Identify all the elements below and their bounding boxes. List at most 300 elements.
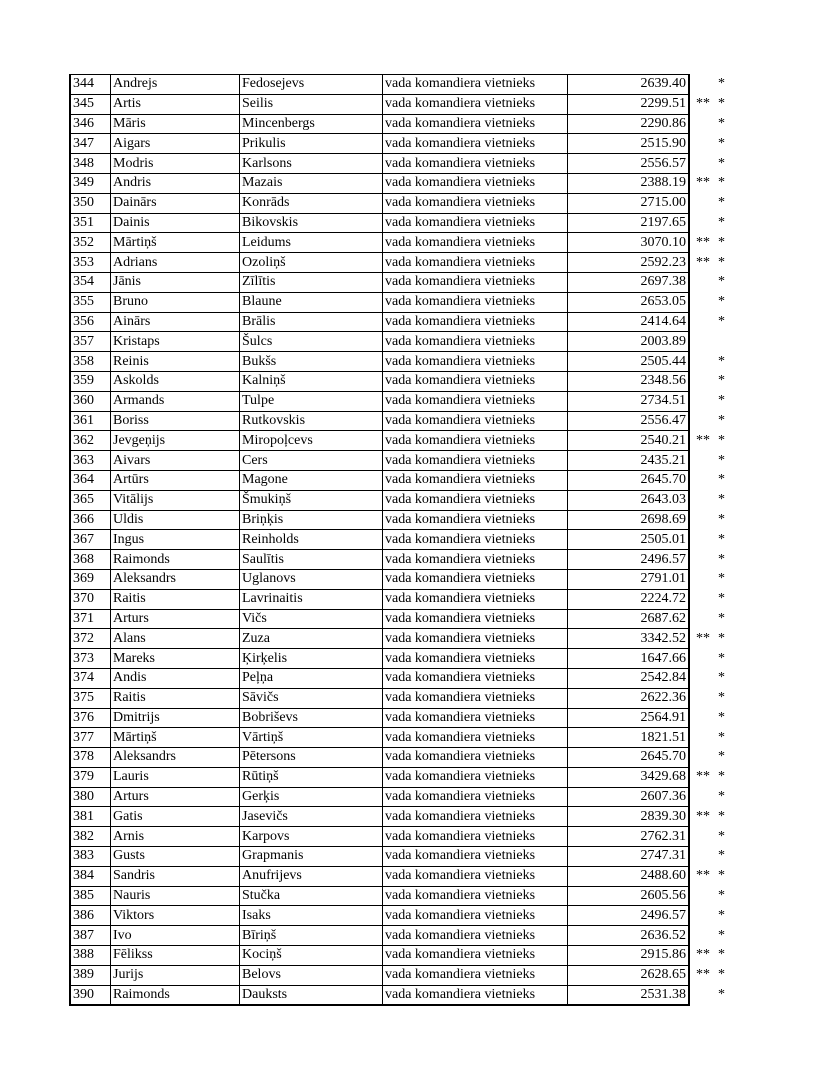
row-number-cell: 375 [70, 688, 111, 708]
first-name-cell: Ivo [111, 926, 240, 946]
row-number-cell: 382 [70, 827, 111, 847]
table-row [70, 728, 727, 748]
asterisk-mark: * [718, 313, 725, 329]
salary-cell: 2605.56 [568, 886, 690, 906]
double-asterisk-mark [689, 312, 711, 332]
first-name-cell: Gusts [111, 847, 240, 867]
double-asterisk-mark: ** [696, 808, 710, 824]
first-name-cell: Askolds [111, 371, 240, 391]
first-name-cell: Arturs [111, 609, 240, 629]
double-asterisk-mark [689, 371, 711, 391]
table-row [70, 352, 727, 372]
first-name-cell: Andrejs [111, 75, 240, 95]
double-asterisk-mark [689, 589, 711, 609]
row-number-cell: 349 [70, 173, 111, 193]
double-asterisk-mark [689, 352, 711, 372]
salary-cell: 2290.86 [568, 114, 690, 134]
double-asterisk-mark [689, 490, 711, 510]
asterisk-mark: * [718, 927, 725, 943]
first-name-cell: Arturs [111, 787, 240, 807]
table-row [70, 312, 727, 332]
salary-cell: 2697.38 [568, 272, 690, 292]
row-number-cell: 383 [70, 847, 111, 867]
last-name-cell: Anufrijevs [240, 866, 383, 886]
double-asterisk-mark: ** [696, 947, 710, 963]
double-asterisk-mark [689, 470, 711, 490]
position-cell: vada komandiera vietnieks [383, 629, 568, 649]
salary-cell: 2515.90 [568, 134, 690, 154]
row-number-cell: 366 [70, 510, 111, 530]
table-row [70, 847, 727, 867]
row-number-cell: 376 [70, 708, 111, 728]
row-number-cell: 356 [70, 312, 111, 332]
first-name-cell: Viktors [111, 906, 240, 926]
salary-cell: 1821.51 [568, 728, 690, 748]
last-name-cell: Vārtiņš [240, 728, 383, 748]
salary-cell: 2348.56 [568, 371, 690, 391]
salary-cell: 2645.70 [568, 748, 690, 768]
first-name-cell: Mārtiņš [111, 233, 240, 253]
position-cell: vada komandiera vietnieks [383, 589, 568, 609]
table-row [70, 94, 727, 114]
first-name-cell: Bruno [111, 292, 240, 312]
row-number-cell: 386 [70, 906, 111, 926]
table-row [70, 510, 727, 530]
row-number-cell: 345 [70, 94, 111, 114]
position-cell: vada komandiera vietnieks [383, 470, 568, 490]
table-row [70, 886, 727, 906]
double-asterisk-mark [689, 134, 711, 154]
double-asterisk-mark: ** [696, 254, 710, 270]
double-asterisk-mark: ** [696, 868, 710, 884]
position-cell: vada komandiera vietnieks [383, 569, 568, 589]
employee-table-body [70, 75, 727, 1006]
row-number-cell: 364 [70, 470, 111, 490]
first-name-cell: Ainārs [111, 312, 240, 332]
last-name-cell: Vičs [240, 609, 383, 629]
row-number-cell: 385 [70, 886, 111, 906]
position-cell: vada komandiera vietnieks [383, 272, 568, 292]
table-row [70, 708, 727, 728]
table-row [70, 332, 727, 352]
asterisk-mark: * [718, 749, 725, 765]
asterisk-mark: * [718, 432, 725, 448]
double-asterisk-mark: ** [696, 967, 710, 983]
table-row [70, 629, 727, 649]
asterisk-mark: * [718, 868, 725, 884]
asterisk-mark: * [718, 531, 725, 547]
first-name-cell: Aleksandrs [111, 748, 240, 768]
position-cell: vada komandiera vietnieks [383, 173, 568, 193]
asterisk-mark: * [718, 591, 725, 607]
last-name-cell: Miropoļcevs [240, 431, 383, 451]
asterisk-mark: * [718, 195, 725, 211]
position-cell: vada komandiera vietnieks [383, 94, 568, 114]
row-number-cell: 378 [70, 748, 111, 768]
double-asterisk-mark [689, 193, 711, 213]
salary-cell: 2224.72 [568, 589, 690, 609]
first-name-cell: Adrians [111, 253, 240, 273]
salary-cell: 2653.05 [568, 292, 690, 312]
position-cell: vada komandiera vietnieks [383, 114, 568, 134]
first-name-cell: Alans [111, 629, 240, 649]
last-name-cell: Jasevičs [240, 807, 383, 827]
asterisk-mark: * [718, 492, 725, 508]
position-cell: vada komandiera vietnieks [383, 312, 568, 332]
double-asterisk-mark: ** [696, 432, 710, 448]
asterisk-mark: * [718, 353, 725, 369]
first-name-cell: Artūrs [111, 470, 240, 490]
position-cell: vada komandiera vietnieks [383, 728, 568, 748]
row-number-cell: 370 [70, 589, 111, 609]
salary-cell: 2505.01 [568, 530, 690, 550]
first-name-cell: Andis [111, 668, 240, 688]
row-number-cell: 360 [70, 391, 111, 411]
last-name-cell: Kalniņš [240, 371, 383, 391]
double-asterisk-mark [689, 550, 711, 570]
first-name-cell: Sandris [111, 866, 240, 886]
table-row [70, 233, 727, 253]
first-name-cell: Aleksandrs [111, 569, 240, 589]
salary-cell: 2839.30 [568, 807, 690, 827]
last-name-cell: Bobriševs [240, 708, 383, 728]
double-asterisk-mark [689, 272, 711, 292]
table-row [70, 569, 727, 589]
last-name-cell: Šmukiņš [240, 490, 383, 510]
position-cell: vada komandiera vietnieks [383, 75, 568, 95]
row-number-cell: 381 [70, 807, 111, 827]
table-row [70, 926, 727, 946]
table-row [70, 173, 727, 193]
asterisk-mark: * [718, 670, 725, 686]
table-row [70, 668, 727, 688]
first-name-cell: Dainārs [111, 193, 240, 213]
first-name-cell: Aigars [111, 134, 240, 154]
salary-cell: 2607.36 [568, 787, 690, 807]
double-asterisk-mark: ** [696, 630, 710, 646]
double-asterisk-mark: ** [696, 96, 710, 112]
first-name-cell: Jānis [111, 272, 240, 292]
first-name-cell: Reinis [111, 352, 240, 372]
table-row [70, 451, 727, 471]
row-number-cell: 390 [70, 985, 111, 1005]
double-asterisk-mark [689, 569, 711, 589]
double-asterisk-mark [689, 510, 711, 530]
table-row [70, 866, 727, 886]
row-number-cell: 352 [70, 233, 111, 253]
position-cell: vada komandiera vietnieks [383, 906, 568, 926]
last-name-cell: Blaune [240, 292, 383, 312]
position-cell: vada komandiera vietnieks [383, 767, 568, 787]
salary-cell: 2414.64 [568, 312, 690, 332]
asterisk-mark: * [718, 76, 725, 92]
table-row [70, 530, 727, 550]
salary-cell: 2622.36 [568, 688, 690, 708]
position-cell: vada komandiera vietnieks [383, 649, 568, 669]
double-asterisk-mark [689, 75, 711, 95]
double-asterisk-mark [689, 985, 711, 1005]
table-row [70, 550, 727, 570]
double-asterisk-mark [689, 530, 711, 550]
last-name-cell: Magone [240, 470, 383, 490]
double-asterisk-mark [689, 609, 711, 629]
salary-cell: 2628.65 [568, 965, 690, 985]
table-row [70, 253, 727, 273]
salary-cell: 2496.57 [568, 550, 690, 570]
position-cell: vada komandiera vietnieks [383, 134, 568, 154]
asterisk-mark: * [718, 808, 725, 824]
salary-cell: 1647.66 [568, 649, 690, 669]
first-name-cell: Dmitrijs [111, 708, 240, 728]
salary-cell: 2197.65 [568, 213, 690, 233]
last-name-cell: Šulcs [240, 332, 383, 352]
salary-cell: 2003.89 [568, 332, 690, 352]
salary-cell: 2639.40 [568, 75, 690, 95]
row-number-cell: 361 [70, 411, 111, 431]
position-cell: vada komandiera vietnieks [383, 510, 568, 530]
double-asterisk-mark: ** [696, 175, 710, 191]
first-name-cell: Ingus [111, 530, 240, 550]
salary-cell: 3342.52 [568, 629, 690, 649]
last-name-cell: Gerķis [240, 787, 383, 807]
row-number-cell: 374 [70, 668, 111, 688]
asterisk-mark: * [718, 769, 725, 785]
position-cell: vada komandiera vietnieks [383, 451, 568, 471]
last-name-cell: Prikulis [240, 134, 383, 154]
salary-cell: 2643.03 [568, 490, 690, 510]
salary-cell: 2556.47 [568, 411, 690, 431]
last-name-cell: Belovs [240, 965, 383, 985]
table-row [70, 589, 727, 609]
salary-cell: 2531.38 [568, 985, 690, 1005]
position-cell: vada komandiera vietnieks [383, 253, 568, 273]
first-name-cell: Gatis [111, 807, 240, 827]
table-row [70, 371, 727, 391]
first-name-cell: Jurijs [111, 965, 240, 985]
last-name-cell: Zuza [240, 629, 383, 649]
last-name-cell: Mincenbergs [240, 114, 383, 134]
first-name-cell: Uldis [111, 510, 240, 530]
salary-cell: 2556.57 [568, 154, 690, 174]
position-cell: vada komandiera vietnieks [383, 530, 568, 550]
last-name-cell: Lavrinaitis [240, 589, 383, 609]
first-name-cell: Jevgeņijs [111, 431, 240, 451]
salary-cell: 2564.91 [568, 708, 690, 728]
position-cell: vada komandiera vietnieks [383, 352, 568, 372]
last-name-cell: Rutkovskis [240, 411, 383, 431]
first-name-cell: Andris [111, 173, 240, 193]
last-name-cell: Rūtiņš [240, 767, 383, 787]
last-name-cell: Stučka [240, 886, 383, 906]
first-name-cell: Lauris [111, 767, 240, 787]
position-cell: vada komandiera vietnieks [383, 371, 568, 391]
salary-cell: 3070.10 [568, 233, 690, 253]
asterisk-mark: * [718, 907, 725, 923]
salary-cell: 2791.01 [568, 569, 690, 589]
first-name-cell: Boriss [111, 411, 240, 431]
last-name-cell: Fedosejevs [240, 75, 383, 95]
table-row [70, 134, 727, 154]
table-row [70, 114, 727, 134]
last-name-cell: Uglanovs [240, 569, 383, 589]
asterisk-mark: * [718, 848, 725, 864]
table-row [70, 787, 727, 807]
salary-cell: 2540.21 [568, 431, 690, 451]
double-asterisk-mark [689, 748, 711, 768]
first-name-cell: Modris [111, 154, 240, 174]
table-row [70, 411, 727, 431]
last-name-cell: Karlsons [240, 154, 383, 174]
asterisk-mark: * [718, 967, 725, 983]
table-row [70, 946, 727, 966]
last-name-cell: Bīriņš [240, 926, 383, 946]
salary-cell: 2762.31 [568, 827, 690, 847]
position-cell: vada komandiera vietnieks [383, 609, 568, 629]
table-row [70, 649, 727, 669]
position-cell: vada komandiera vietnieks [383, 946, 568, 966]
position-cell: vada komandiera vietnieks [383, 332, 568, 352]
asterisk-mark [711, 332, 727, 352]
row-number-cell: 373 [70, 649, 111, 669]
double-asterisk-mark [689, 708, 711, 728]
first-name-cell: Raitis [111, 589, 240, 609]
last-name-cell: Isaks [240, 906, 383, 926]
double-asterisk-mark [689, 451, 711, 471]
asterisk-mark: * [718, 828, 725, 844]
position-cell: vada komandiera vietnieks [383, 154, 568, 174]
position-cell: vada komandiera vietnieks [383, 193, 568, 213]
asterisk-mark: * [718, 630, 725, 646]
first-name-cell: Fēlikss [111, 946, 240, 966]
asterisk-mark: * [718, 551, 725, 567]
asterisk-mark: * [718, 115, 725, 131]
last-name-cell: Karpovs [240, 827, 383, 847]
double-asterisk-mark [689, 114, 711, 134]
asterisk-mark: * [718, 393, 725, 409]
row-number-cell: 365 [70, 490, 111, 510]
row-number-cell: 368 [70, 550, 111, 570]
asterisk-mark: * [718, 373, 725, 389]
row-number-cell: 362 [70, 431, 111, 451]
row-number-cell: 350 [70, 193, 111, 213]
position-cell: vada komandiera vietnieks [383, 233, 568, 253]
last-name-cell: Kociņš [240, 946, 383, 966]
first-name-cell: Māris [111, 114, 240, 134]
salary-cell: 2747.31 [568, 847, 690, 867]
position-cell: vada komandiera vietnieks [383, 965, 568, 985]
asterisk-mark: * [718, 888, 725, 904]
asterisk-mark: * [718, 789, 725, 805]
first-name-cell: Raimonds [111, 550, 240, 570]
asterisk-mark: * [718, 987, 725, 1003]
salary-cell: 2542.84 [568, 668, 690, 688]
row-number-cell: 358 [70, 352, 111, 372]
position-cell: vada komandiera vietnieks [383, 292, 568, 312]
salary-cell: 2734.51 [568, 391, 690, 411]
salary-cell: 2488.60 [568, 866, 690, 886]
row-number-cell: 354 [70, 272, 111, 292]
table-row [70, 431, 727, 451]
last-name-cell: Mazais [240, 173, 383, 193]
salary-cell: 2636.52 [568, 926, 690, 946]
salary-cell: 2592.23 [568, 253, 690, 273]
first-name-cell: Raitis [111, 688, 240, 708]
table-row [70, 965, 727, 985]
row-number-cell: 371 [70, 609, 111, 629]
row-number-cell: 355 [70, 292, 111, 312]
row-number-cell: 346 [70, 114, 111, 134]
position-cell: vada komandiera vietnieks [383, 827, 568, 847]
position-cell: vada komandiera vietnieks [383, 787, 568, 807]
asterisk-mark: * [718, 650, 725, 666]
position-cell: vada komandiera vietnieks [383, 886, 568, 906]
table-row [70, 490, 727, 510]
last-name-cell: Grapmanis [240, 847, 383, 867]
asterisk-mark: * [718, 96, 725, 112]
double-asterisk-mark [689, 906, 711, 926]
first-name-cell: Kristaps [111, 332, 240, 352]
asterisk-mark: * [718, 729, 725, 745]
first-name-cell: Dainis [111, 213, 240, 233]
row-number-cell: 384 [70, 866, 111, 886]
table-row [70, 154, 727, 174]
row-number-cell: 344 [70, 75, 111, 95]
row-number-cell: 348 [70, 154, 111, 174]
row-number-cell: 377 [70, 728, 111, 748]
first-name-cell: Armands [111, 391, 240, 411]
last-name-cell: Brālis [240, 312, 383, 332]
last-name-cell: Pētersons [240, 748, 383, 768]
asterisk-mark: * [718, 472, 725, 488]
position-cell: vada komandiera vietnieks [383, 985, 568, 1005]
last-name-cell: Bikovskis [240, 213, 383, 233]
position-cell: vada komandiera vietnieks [383, 688, 568, 708]
position-cell: vada komandiera vietnieks [383, 550, 568, 570]
position-cell: vada komandiera vietnieks [383, 847, 568, 867]
table-row [70, 767, 727, 787]
double-asterisk-mark [689, 391, 711, 411]
asterisk-mark: * [718, 511, 725, 527]
double-asterisk-mark [689, 649, 711, 669]
last-name-cell: Ķirķelis [240, 649, 383, 669]
asterisk-mark: * [718, 947, 725, 963]
row-number-cell: 372 [70, 629, 111, 649]
asterisk-mark: * [718, 214, 725, 230]
double-asterisk-mark [689, 292, 711, 312]
last-name-cell: Ozoliņš [240, 253, 383, 273]
table-row [70, 906, 727, 926]
last-name-cell: Sāvičs [240, 688, 383, 708]
last-name-cell: Reinholds [240, 530, 383, 550]
row-number-cell: 389 [70, 965, 111, 985]
asterisk-mark: * [718, 234, 725, 250]
first-name-cell: Aivars [111, 451, 240, 471]
asterisk-mark: * [718, 452, 725, 468]
last-name-cell: Zīlītis [240, 272, 383, 292]
table-row [70, 213, 727, 233]
last-name-cell: Briņķis [240, 510, 383, 530]
first-name-cell: Vitālijs [111, 490, 240, 510]
position-cell: vada komandiera vietnieks [383, 391, 568, 411]
position-cell: vada komandiera vietnieks [383, 668, 568, 688]
last-name-cell: Cers [240, 451, 383, 471]
last-name-cell: Seilis [240, 94, 383, 114]
asterisk-mark: * [718, 274, 725, 290]
table-row [70, 807, 727, 827]
row-number-cell: 357 [70, 332, 111, 352]
row-number-cell: 388 [70, 946, 111, 966]
position-cell: vada komandiera vietnieks [383, 807, 568, 827]
